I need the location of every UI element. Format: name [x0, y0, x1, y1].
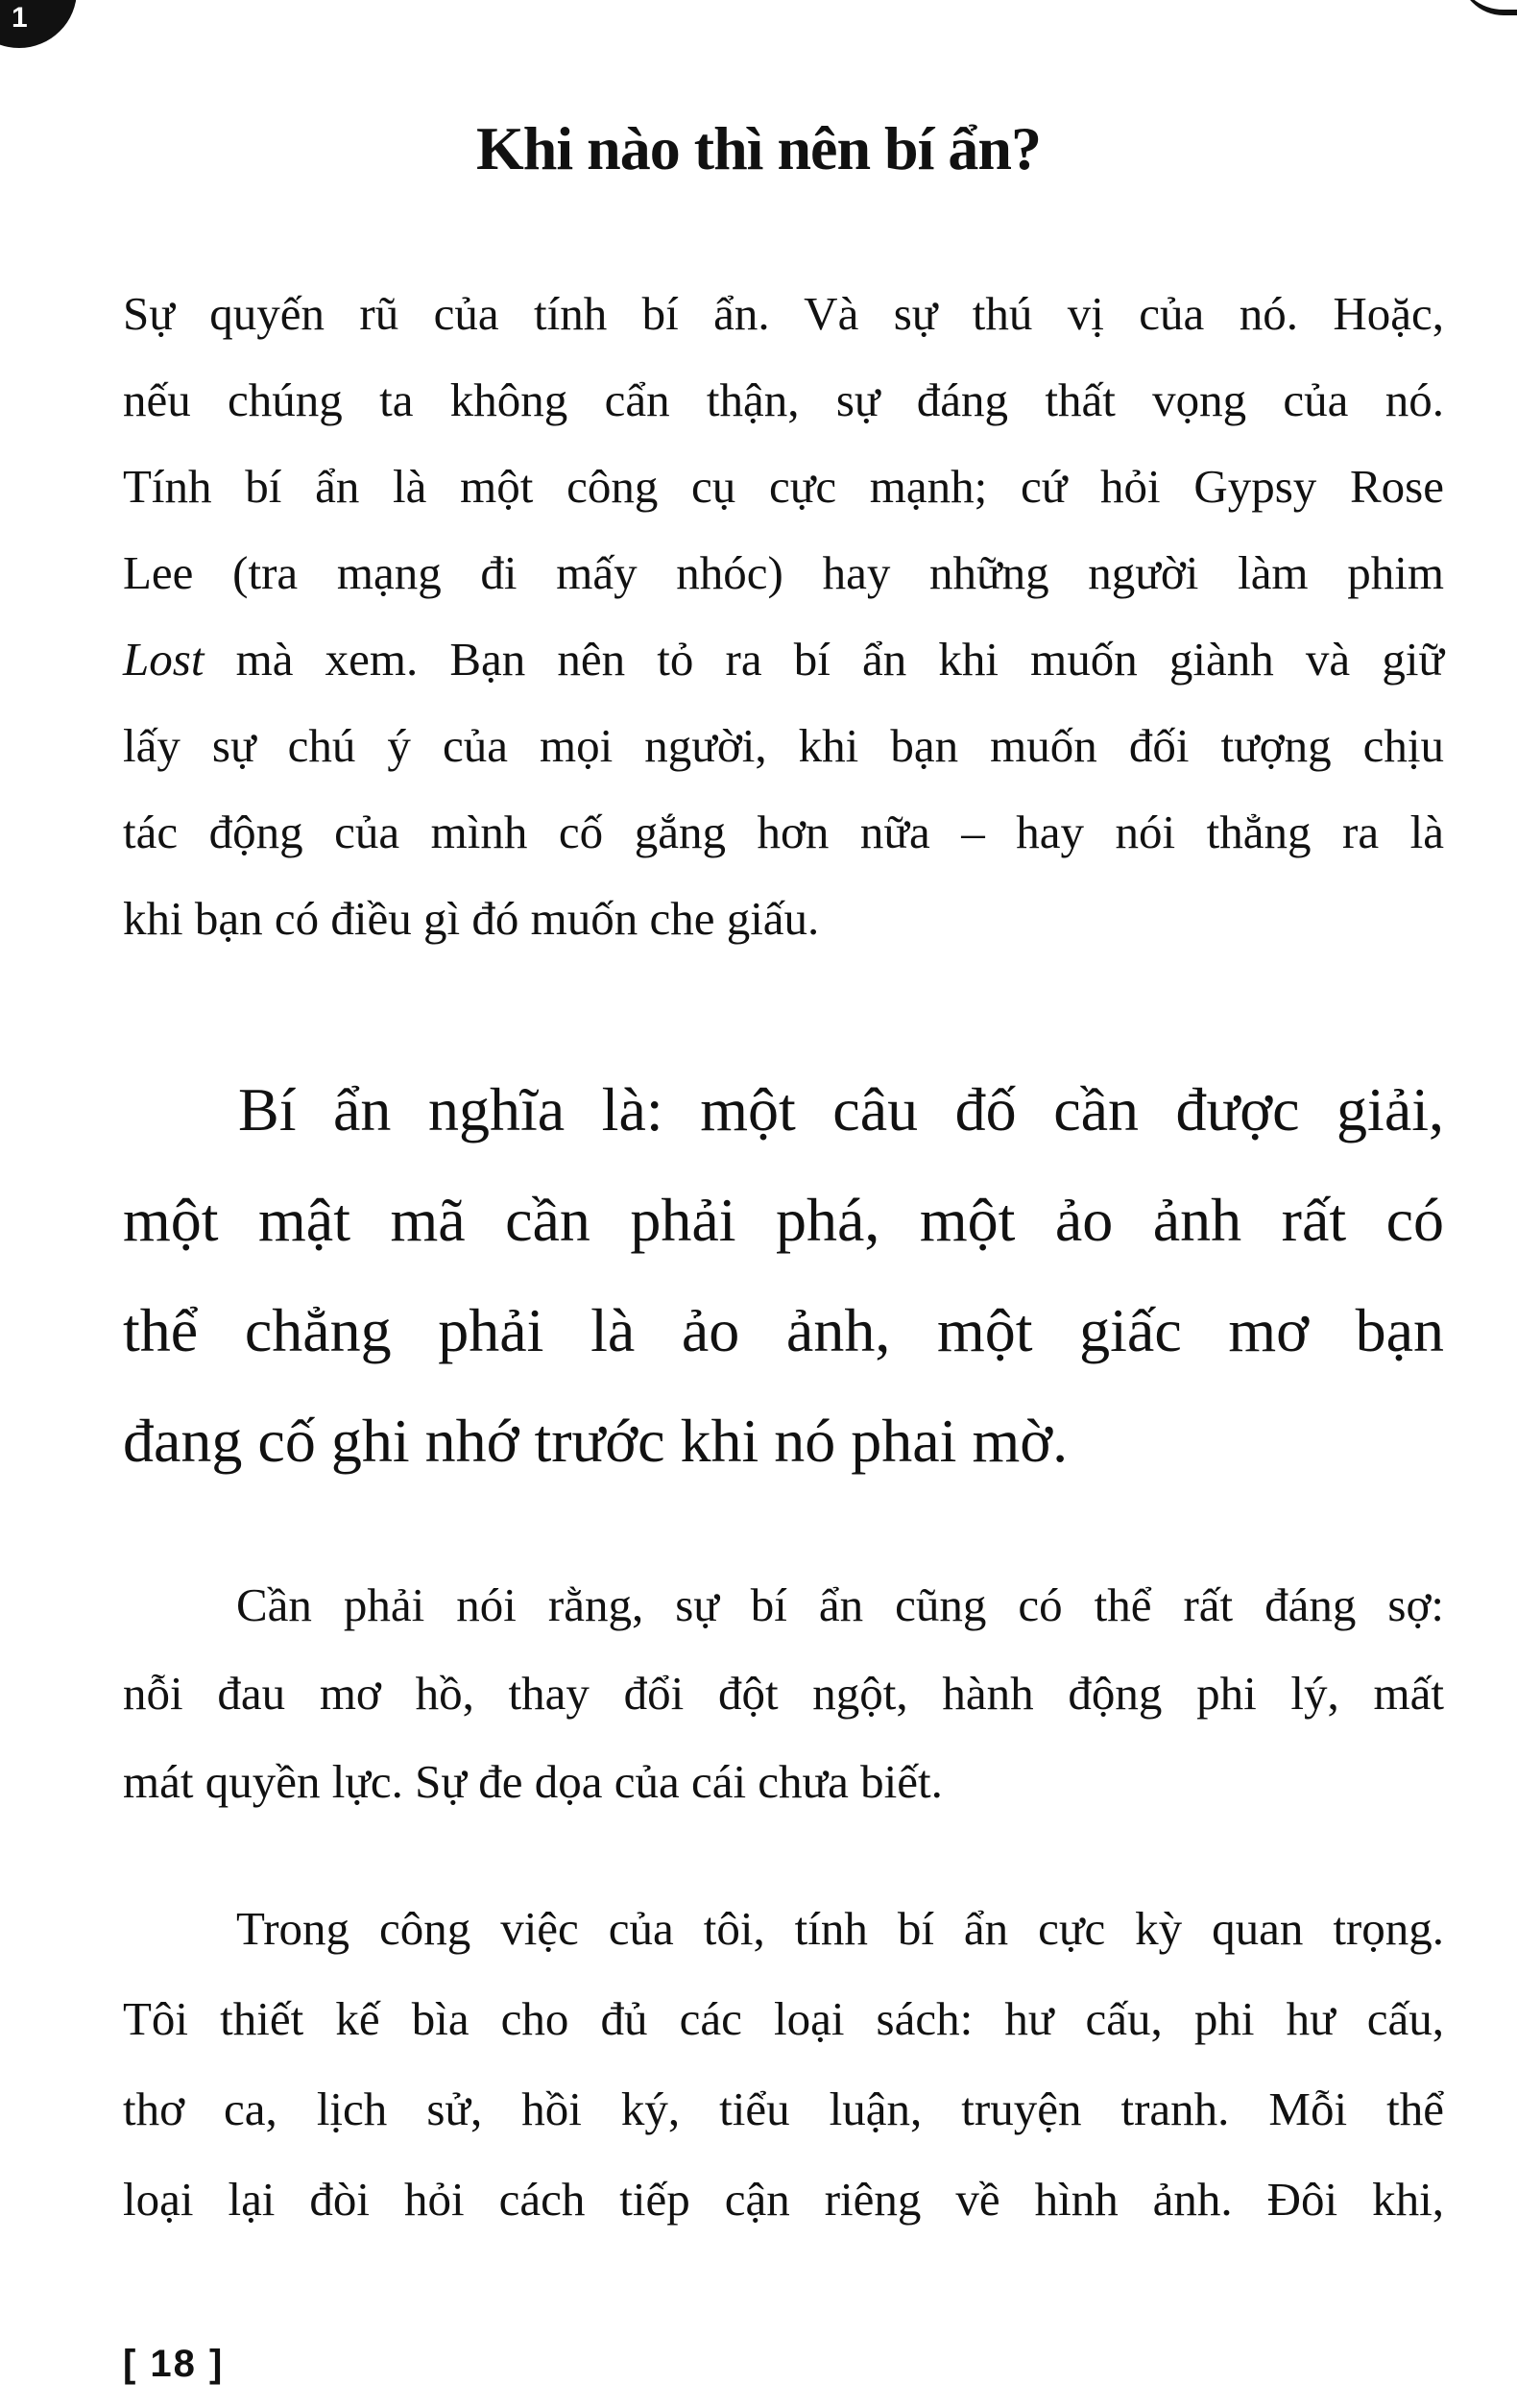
text-line: nỗi đau mơ hồ, thay đổi đột ngột, hành động phi lý, mất: [123, 1667, 1444, 1720]
paragraph-1: [123, 271, 1444, 962]
text-line: Sự quyến rũ của tính bí ẩn. Và sự thú vị của nó. Hoặc,: [123, 287, 1444, 340]
section-title: Khi nào thì nên bí ẩn?: [476, 114, 1041, 182]
page-corner-decoration: [1459, 0, 1517, 15]
pull-quote: [123, 1054, 1444, 1496]
paragraph-3: [123, 1884, 1444, 2245]
text-line-rest: mà xem. Bạn nên tỏ ra bí ẩn khi muốn giành và giữ: [204, 633, 1444, 686]
text-line: loại lại đòi hỏi cách tiếp cận riêng về hình ảnh. Đôi khi,: [123, 2173, 1444, 2226]
text-line: thơ ca, lịch sử, hồi ký, tiểu luận, truyện tranh. Mỗi thể: [123, 2083, 1444, 2135]
quote-line: thể chẳng phải là ảo ảnh, một giấc mơ bạn: [123, 1296, 1444, 1364]
text-line: Tôi thiết kế bìa cho đủ các loại sách: hư cấu, phi hư cấu,: [123, 1992, 1444, 2045]
text-line: [123, 616, 1444, 703]
paragraph-2: [123, 1561, 1444, 1826]
page-number: [ 18 ]: [123, 2343, 225, 2385]
text-line: Tính bí ẩn là một công cụ cực mạnh; cứ hỏi Gypsy Rose: [123, 460, 1444, 513]
text-line: lấy sự chú ý của mọi người, khi bạn muốn đối tượng chịu: [123, 719, 1444, 772]
quote-line: Bí ẩn nghĩa là: một câu đố cần được giải,: [238, 1075, 1444, 1144]
text-line: tác động của mình cố gắng hơn nữa – hay nói thẳng ra là: [123, 806, 1444, 858]
chapter-tab-marker: [0, 0, 77, 48]
quote-line: một mật mã cần phải phá, một ảo ảnh rất có: [123, 1186, 1444, 1254]
text-line: khi bạn có điều gì đó muốn che giấu.: [123, 892, 820, 945]
text-line: Cần phải nói rằng, sự bí ẩn cũng có thể rất đáng sợ:: [236, 1578, 1444, 1631]
text-line: nếu chúng ta không cẩn thận, sự đáng thất vọng của nó.: [123, 373, 1444, 426]
chapter-tab-number: 1: [12, 2, 28, 34]
quote-line: đang cố ghi nhớ trước khi nó phai mờ.: [123, 1407, 1069, 1475]
text-line: mát quyền lực. Sự đe dọa của cái chưa biết.: [123, 1755, 943, 1808]
text-line: Lee (tra mạng đi mấy nhóc) hay những người làm phim: [123, 546, 1444, 599]
italic-title-lost: Lost: [123, 633, 205, 686]
text-line: Trong công việc của tôi, tính bí ẩn cực kỳ quan trọng.: [236, 1902, 1444, 1955]
